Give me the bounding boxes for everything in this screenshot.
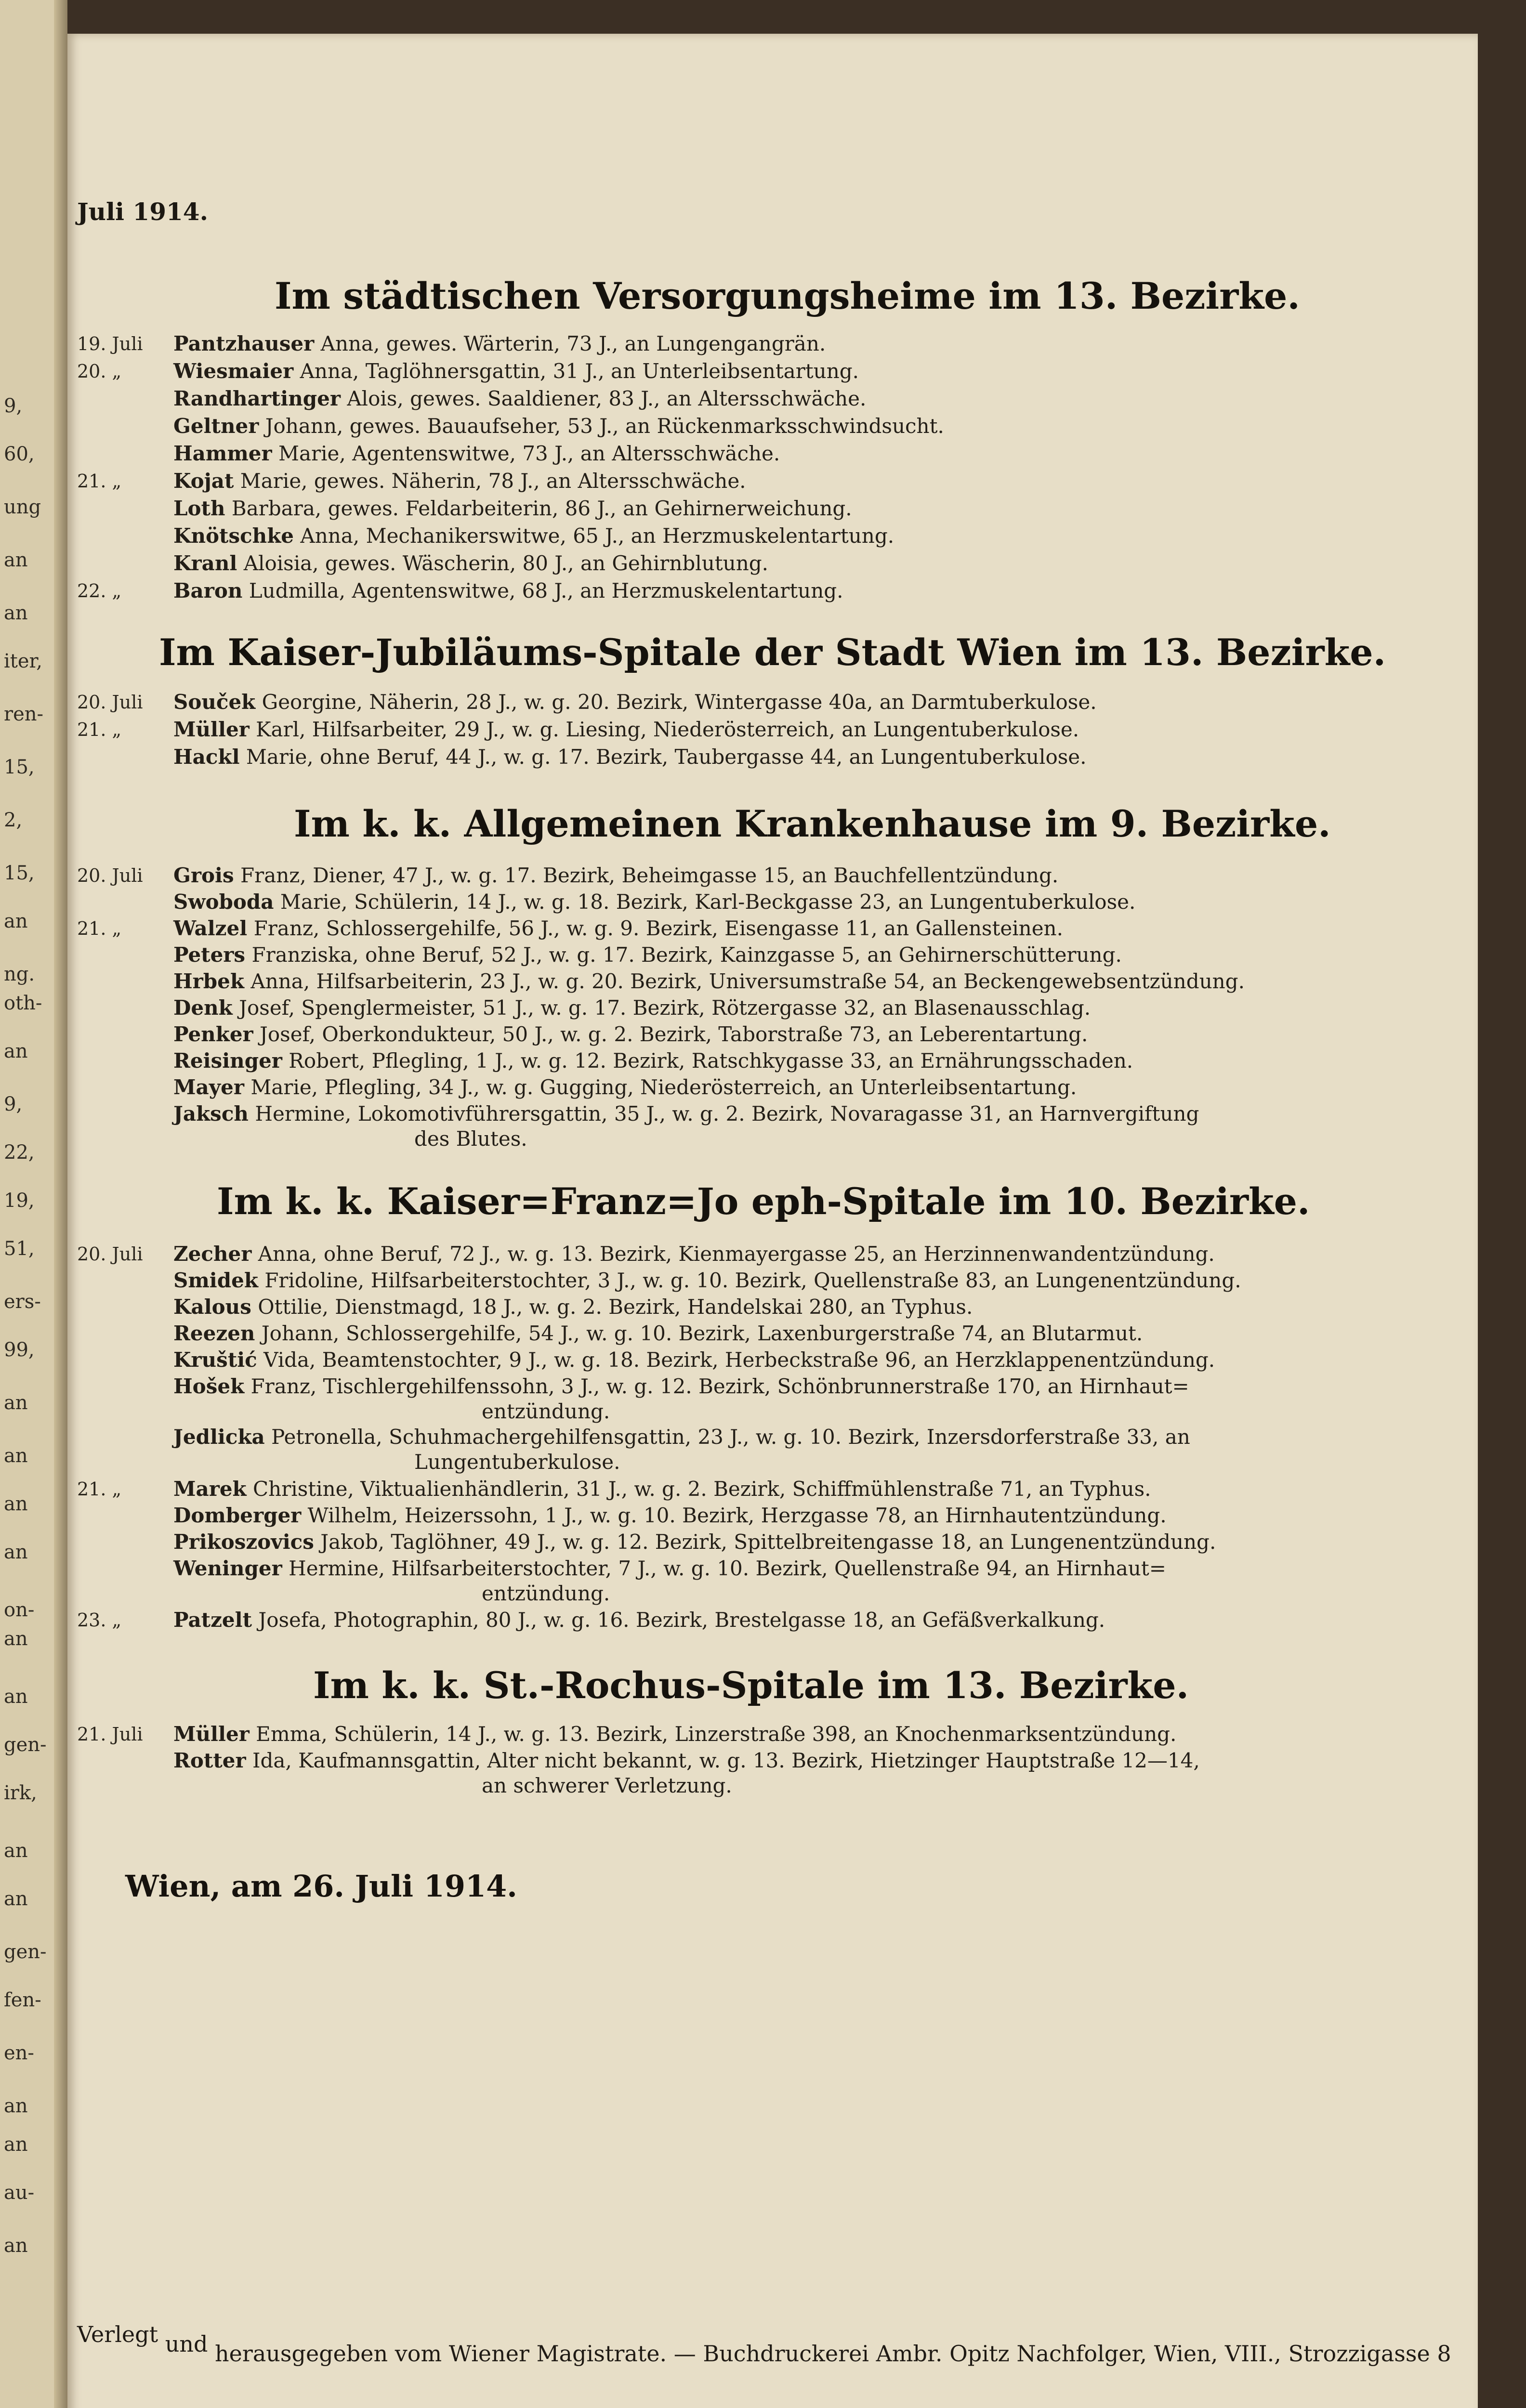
section-title: Im k. k. Allgemeinen Krankenhause im 9. Bezirke. xyxy=(294,802,1331,845)
margin-fragment: iter, xyxy=(4,650,42,672)
margin-fragment: an xyxy=(4,549,28,571)
margin-fragment: 22, xyxy=(4,1141,35,1164)
date-heading: Juli 1914. xyxy=(77,197,208,226)
margin-fragment: an xyxy=(4,1493,28,1515)
publisher-word: und xyxy=(165,2331,208,2357)
section-title: Im Kaiser-Jubiläums-Spitale der Stadt Wien im 13. Bezirke. xyxy=(159,631,1386,674)
document-page: Juli 1914. Im städtischen Versorgungsheime im 13. Bezirke. 19. Juli Pantzhauser Anna, gewes. Wärterin, 73 J., an Lungengangrän. 20. „ Wiesmaier Anna, Taglöhnersgattin, 31 J., an Unterleibsentartung. Randhartinger Alois, gewes. Saaldiener, 83 J., an Altersschwäche. Geltner Johann, gewes. Bauaufseher, 53 J., an Rückenmarksschwindsucht. Hammer Marie, Agentenswitwe, 73 J., an Altersschwäche. 21. „ Kojat Marie, gewes. Näherin, 78 J., an Altersschwäche. Loth Barbara, gewes. Feldarbeiterin, 86 J., an Gehirnerweichung. Knötschke Anna, Mechanikerswitwe, 65 J., an Herzmuskelentartung. Kranl Aloisia, gewes. Wäscherin, 80 J., an Gehirnblutung. 22. „ Baron Ludmilla, Agentenswitwe, 68 J., an Herzmuskelentartung. Im Kaiser-Jubiläums-Spitale der Stadt Wien im 13. Bezirke. 20. Juli Souček Georgine, Näherin, 28 J., w. g. 20. Bezirk, Wintergasse 40a, an Darmtuberkulose. 21. „ Müller Karl, Hilfsarbeiter, 29 J., w. g. Liesing, Niederösterreich, an Lungentuberkulose. Hackl Marie, ohne Beruf, 44 J., w. g. 17. Bezirk, Taubergasse 44, an Lungentuberkulose. Im k. k. Allgemeinen Krankenhause im 9. Bezirke. 20. Juli Grois Franz, Diener, 47 J., w. g. 17. Bezirk, Beheimgasse 15, an Bauchfellentzündung. Swoboda Marie, Schülerin, 14 J., w. g. 18. Bezirk, Karl-Beckgasse 23, an Lungentuberkulose. 21. „ Walzel Franz, Schlossergehilfe, 56 J., w. g. 9. Bezirk, Eisengasse 11, an Gallensteinen. Peters Franziska, ohne Beruf, 52 J., w. g. 17. Bezirk, Kainzgasse 5, an Gehirnerschütterung. Hrbek Anna, Hilfsarbeiterin, 23 J., w. g. 20. Bezirk, Universumstraße 54, an Beckengewebsentzündung. Denk Josef, Spenglermeister, 51 J., w. g. 17. Bezirk, Rötzergasse 32, an Blasenausschlag. Penker Josef, Oberkondukteur, 50 J., w. g. 2. Bezirk, Taborstraße 73, an Leberentartung. Reisinger Robert, Pflegling, 1 J., w. g. 12. Bezirk, Ratschkygasse 33, an Ernährungsschaden. Mayer Marie, Pflegling, 34 J., w. g. Gugging, Niederösterreich, an Unterleibsentartung. Jaksch Hermine, Lokomotivführersgattin, 35 J., w. g. 2. Bezirk, Novaragasse 31, an Harnvergiftung des Blutes. Im k. k. Kaiser=Franz=Jo eph-Spitale im 10. Bezirke. 20. Juli Zecher Anna, ohne Beruf, 72 J., w. g. 13. Bezirk, Kienmayergasse 25, an Herzinnenwandentzündung. Smidek Fridoline, Hilfsarbeiterstochter, 3 J., w. g. 10. Bezirk, Quellenstraße 83, an Lungenentzündung. Kalous Ottilie, Dienstmagd, 18 J., w. g. 2. Bezirk, Handelskai 280, an Typhus. Reezen Johann, Schlossergehilfe, 54 J., w. g. 10. Bezirk, Laxenburgerstraße 74, an Blutarmut. Kruštić Vida, Beamtenstochter, 9 J., w. g. 18. Bezirk, Herbeckstraße 96, an Herzklappenentzündung. Hošek Franz, Tischlergehilfenssohn, 3 J., w. g. 12. Bezirk, Schönbrunnerstraße 170, an Hirnhaut= entzündung. Jedlicka Petronella, Schuhmachergehilfensgattin, 23 J., w. g. 10. Bezirk, Inzersdorferstraße 33, an Lungentuberkulose. 21. „ Marek Christine, Viktualienhändlerin, 31 J., w. g. 2. Bezirk, Schiffmühlenstraße 71, an Typhus. Domberger Wilhelm, Heizerssohn, 1 J., w. g. 10. Bezirk, Herzgasse 78, an Hirnhautentzündung. Prikoszovics Jakob, Taglöhner, 49 J., w. g. 12. Bezirk, Spittelbreitengasse 18, an Lungenentzündung. Weninger Hermine, Hilfsarbeiterstochter, 7 J., w. g. 10. Bezirk, Quellenstraße 94, an Hirnhaut= entzündung. 23. „ Patzelt Josefa, Photographin, 80 J., w. g. 16. Bezirk, Brestelgasse 18, an Gefäßverkalkung. Im k. k. St.-Rochus-Spitale im 13. Bezirke. 21. Juli Müller Emma, Schülerin, 14 J., w. g. 13. Bezirk, Linzerstraße 398, an Knochenmarksentzündung. Rotter Ida, Kaufmannsgattin, Alter nicht bekannt, w. g. 13. Bezirk, Hietzinger Hauptstraße 12—14, an schwerer Verletzung. Wien, am 26. Juli 1914. Verlegt und herausgegeben vom Wiener Magistrate. — Buchdruckerei Ambr. Opitz Nachfolger, Wien, VIII., Strozzigasse 8 xyxy=(67,34,1478,2408)
publisher-word: Verlegt xyxy=(77,2321,158,2347)
margin-fragment: an xyxy=(4,2235,28,2257)
margin-fragment: gen- xyxy=(4,1734,47,1756)
closing-line: Wien, am 26. Juli 1914. xyxy=(125,1869,517,1904)
margin-fragment: 60, xyxy=(4,443,35,465)
margin-fragment: an xyxy=(4,602,28,624)
margin-fragment: ers- xyxy=(4,1291,41,1313)
margin-fragment: 99, xyxy=(4,1339,35,1361)
margin-fragment: au- xyxy=(4,2182,35,2204)
margin-fragment: en- xyxy=(4,2042,34,2064)
margin-fragment: an xyxy=(4,910,28,932)
publisher-imprint xyxy=(77,2321,1451,2367)
publisher-word: herausgegeben xyxy=(215,2341,388,2367)
margin-fragment: an xyxy=(4,1628,28,1650)
margin-fragment: irk, xyxy=(4,1782,37,1804)
margin-fragment: an xyxy=(4,1541,28,1563)
margin-fragment: ren- xyxy=(4,703,44,725)
section-title: Im städtischen Versorgungsheime im 13. Bezirke. xyxy=(275,275,1300,317)
margin-fragment: ung xyxy=(4,496,41,518)
margin-fragment: 9, xyxy=(4,395,23,417)
section-title: Im k. k. St.-Rochus-Spitale im 13. Bezirke. xyxy=(313,1664,1189,1707)
margin-fragment: an xyxy=(4,1686,28,1708)
margin-fragment: 15, xyxy=(4,756,35,778)
margin-fragment: 15, xyxy=(4,862,35,884)
margin-fragment: an xyxy=(4,1888,28,1910)
margin-fragment: an xyxy=(4,1040,28,1062)
margin-fragment: ng. xyxy=(4,963,35,985)
margin-fragment: an xyxy=(4,1840,28,1862)
section-title: Im k. k. Kaiser=Franz=Jo eph-Spitale im 10. Bezirke. xyxy=(217,1180,1310,1223)
margin-fragment: fen- xyxy=(4,1989,41,2011)
previous-page-edge xyxy=(0,0,67,2408)
margin-fragment: on- xyxy=(4,1599,35,1621)
publisher-rest: vom Wiener Magistrate. — Buchdruckerei Ambr. Opitz Nachfolger, Wien, VIII., Strozzigasse 8 xyxy=(395,2341,1451,2367)
margin-fragment: an xyxy=(4,2095,28,2117)
margin-fragment: oth- xyxy=(4,992,42,1014)
page-gutter-shadow xyxy=(54,0,67,2408)
margin-fragment: an xyxy=(4,1445,28,1467)
margin-fragment: 9, xyxy=(4,1093,23,1115)
margin-fragment: 51, xyxy=(4,1238,35,1260)
margin-fragment: 2, xyxy=(4,809,23,831)
margin-fragment: 19, xyxy=(4,1190,35,1212)
margin-fragment: an xyxy=(4,1392,28,1414)
margin-fragment: gen- xyxy=(4,1941,47,1963)
margin-fragment: an xyxy=(4,2133,28,2156)
